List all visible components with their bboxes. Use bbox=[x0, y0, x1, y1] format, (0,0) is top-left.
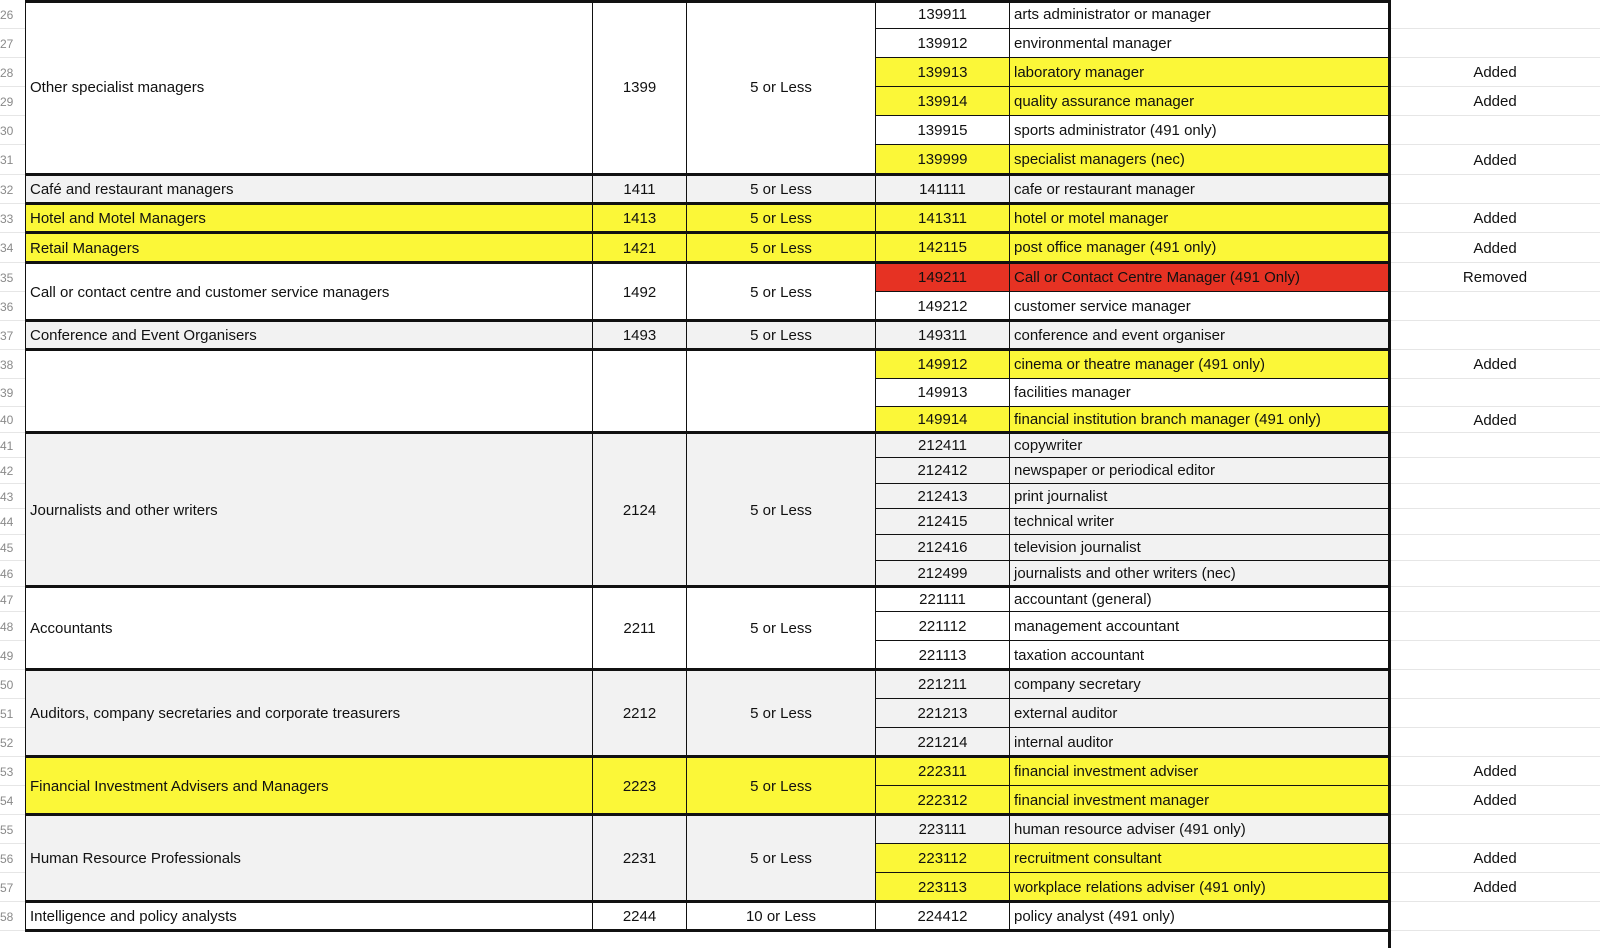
gridline bbox=[0, 232, 25, 233]
gridline bbox=[0, 640, 25, 641]
gridline bbox=[0, 901, 25, 902]
group-code-cell[interactable]: 2231 bbox=[592, 815, 686, 902]
status-cell[interactable] bbox=[1390, 902, 1600, 931]
occupation-title-cell[interactable]: quality assurance manager bbox=[1010, 87, 1390, 116]
occupation-code-cell[interactable]: 139911 bbox=[875, 0, 1010, 29]
gridline bbox=[1390, 378, 1600, 379]
group-name-cell[interactable]: Journalists and other writers bbox=[25, 433, 592, 587]
occupation-title-cell[interactable]: hotel or motel manager bbox=[1010, 204, 1390, 233]
group-name-cell[interactable]: Conference and Event Organisers bbox=[25, 321, 592, 350]
group-name-cell[interactable] bbox=[25, 350, 592, 433]
group-code-cell[interactable]: 2212 bbox=[592, 670, 686, 757]
occupation-title-cell[interactable]: arts administrator or manager bbox=[1010, 0, 1390, 29]
group-code-cell[interactable]: 2244 bbox=[592, 902, 686, 931]
occupation-title-cell[interactable]: financial investment adviser bbox=[1010, 757, 1390, 786]
status-cell[interactable] bbox=[1390, 484, 1600, 509]
row-number: 38 bbox=[0, 357, 14, 372]
status-cell[interactable] bbox=[1390, 641, 1600, 670]
row-number: 34 bbox=[0, 241, 14, 255]
status-cell[interactable]: Added bbox=[1473, 93, 1517, 110]
gridline bbox=[1390, 232, 1600, 233]
group-name-cell[interactable]: Accountants bbox=[25, 587, 592, 670]
gridline bbox=[1390, 640, 1600, 641]
gridline bbox=[1390, 534, 1600, 535]
gridline bbox=[0, 174, 25, 175]
gridline bbox=[1390, 586, 1600, 587]
gridline bbox=[1390, 349, 1600, 350]
group-border bbox=[25, 668, 1390, 671]
occupation-code-cell[interactable]: 223111 bbox=[875, 815, 1010, 844]
occupation-title-cell[interactable]: recruitment consultant bbox=[1010, 844, 1390, 873]
gridline bbox=[0, 586, 25, 587]
group-threshold-cell[interactable]: 5 or Less bbox=[686, 587, 875, 670]
row-number: 29 bbox=[0, 94, 14, 109]
gridline bbox=[1390, 669, 1600, 670]
row-number: 57 bbox=[0, 880, 14, 895]
gridline bbox=[1390, 432, 1600, 433]
group-threshold-cell[interactable]: 5 or Less bbox=[686, 204, 875, 233]
occupation-title-cell[interactable]: post office manager (491 only) bbox=[1010, 233, 1390, 263]
gridline bbox=[1390, 115, 1600, 116]
group-code-cell[interactable]: 1399 bbox=[592, 0, 686, 175]
group-threshold-cell[interactable]: 5 or Less bbox=[686, 0, 875, 175]
occupation-code-cell[interactable]: 221213 bbox=[875, 699, 1010, 728]
status-cell[interactable]: Added bbox=[1473, 239, 1517, 257]
row-number: 49 bbox=[0, 648, 14, 663]
occupation-title-cell[interactable]: company secretary bbox=[1010, 670, 1390, 699]
group-threshold-cell[interactable]: 5 or Less bbox=[686, 233, 875, 263]
occupation-title-cell[interactable]: conference and event organiser bbox=[1010, 321, 1390, 350]
group-threshold-cell[interactable]: 5 or Less bbox=[686, 757, 875, 815]
group-border bbox=[25, 431, 1390, 434]
gridline bbox=[1390, 872, 1600, 873]
status-cell[interactable] bbox=[1390, 670, 1600, 699]
status-cell[interactable]: Added bbox=[1473, 64, 1517, 81]
group-border bbox=[25, 231, 1390, 234]
gridline bbox=[0, 86, 25, 87]
gridline bbox=[0, 560, 25, 561]
status-cell[interactable] bbox=[1390, 458, 1600, 484]
row-number: 54 bbox=[0, 793, 14, 808]
occupation-code-cell[interactable]: 212412 bbox=[875, 458, 1010, 484]
occupation-code-cell[interactable]: 141311 bbox=[875, 204, 1010, 233]
occupation-code-cell[interactable]: 222312 bbox=[875, 786, 1010, 815]
gridline bbox=[1390, 203, 1600, 204]
row-number: 40 bbox=[0, 413, 14, 427]
gridline bbox=[1390, 901, 1600, 902]
occupation-title-cell[interactable]: technical writer bbox=[1010, 509, 1390, 535]
status-cell[interactable] bbox=[1390, 175, 1600, 204]
occupation-code-cell[interactable]: 223113 bbox=[875, 873, 1010, 902]
gridline bbox=[0, 698, 25, 699]
group-name-cell[interactable]: Financial Investment Advisers and Managers bbox=[25, 757, 592, 815]
group-border bbox=[25, 261, 1390, 264]
status-cell[interactable]: Added bbox=[1473, 879, 1517, 896]
group-code-cell[interactable] bbox=[592, 350, 686, 433]
gridline bbox=[1390, 814, 1600, 815]
gridline bbox=[0, 814, 25, 815]
occupation-title-cell[interactable]: laboratory manager bbox=[1010, 58, 1390, 87]
right-border bbox=[1388, 0, 1391, 948]
gridline bbox=[0, 727, 25, 728]
row-number: 39 bbox=[0, 386, 14, 400]
gridline bbox=[1390, 483, 1600, 484]
status-cell[interactable]: Added bbox=[1473, 151, 1517, 169]
occupation-code-cell[interactable]: 223112 bbox=[875, 844, 1010, 873]
occupation-title-cell[interactable]: taxation accountant bbox=[1010, 641, 1390, 670]
gridline bbox=[1390, 57, 1600, 58]
occupation-title-cell[interactable]: newspaper or periodical editor bbox=[1010, 458, 1390, 484]
occupation-code-cell[interactable]: 221112 bbox=[875, 612, 1010, 641]
gridline bbox=[1390, 320, 1600, 321]
occupation-title-cell[interactable]: cafe or restaurant manager bbox=[1010, 175, 1390, 204]
occupation-code-cell[interactable]: 141111 bbox=[875, 175, 1010, 204]
gridline bbox=[0, 57, 25, 58]
group-name-cell[interactable]: Hotel and Motel Managers bbox=[25, 204, 592, 233]
row-number: 53 bbox=[0, 764, 14, 779]
occupation-title-cell[interactable]: television journalist bbox=[1010, 535, 1390, 561]
occupation-code-cell[interactable]: 221211 bbox=[875, 670, 1010, 699]
occupation-title-cell[interactable]: cinema or theatre manager (491 only) bbox=[1010, 350, 1390, 379]
status-cell[interactable] bbox=[1390, 535, 1600, 561]
group-code-cell[interactable]: 2223 bbox=[592, 757, 686, 815]
gridline bbox=[0, 432, 25, 433]
occupation-title-cell[interactable]: financial investment manager bbox=[1010, 786, 1390, 815]
occupation-code-cell[interactable]: 224412 bbox=[875, 902, 1010, 931]
group-code-cell[interactable]: 1421 bbox=[592, 233, 686, 263]
occupation-code-cell[interactable]: 212416 bbox=[875, 535, 1010, 561]
occupation-title-cell[interactable]: management accountant bbox=[1010, 612, 1390, 641]
gridline bbox=[0, 320, 25, 321]
occupation-code-cell[interactable]: 149211 bbox=[875, 263, 1010, 292]
row-number: 56 bbox=[0, 851, 14, 866]
group-threshold-cell[interactable]: 5 or Less bbox=[686, 670, 875, 757]
row-number: 31 bbox=[0, 153, 14, 167]
occupation-title-cell[interactable]: specialist managers (nec) bbox=[1010, 145, 1390, 175]
group-border bbox=[25, 319, 1390, 322]
status-cell[interactable] bbox=[1390, 292, 1600, 321]
status-cell[interactable]: Added bbox=[1473, 356, 1517, 373]
gridline bbox=[1390, 28, 1600, 29]
gridline bbox=[1390, 144, 1600, 145]
status-cell[interactable] bbox=[1390, 815, 1600, 844]
occupation-title-cell[interactable]: policy analyst (491 only) bbox=[1010, 902, 1390, 931]
group-name-cell[interactable]: Auditors, company secretaries and corporate treasurers bbox=[25, 670, 592, 757]
group-name-cell[interactable]: Retail Managers bbox=[25, 233, 592, 263]
occupation-code-cell[interactable]: 212499 bbox=[875, 561, 1010, 587]
status-cell[interactable] bbox=[1390, 728, 1600, 757]
occupation-title-cell[interactable]: workplace relations adviser (491 only) bbox=[1010, 873, 1390, 902]
gridline bbox=[1390, 406, 1600, 407]
occupation-title-cell[interactable]: accountant (general) bbox=[1010, 587, 1390, 612]
group-border bbox=[25, 900, 1390, 903]
group-name-cell[interactable]: Intelligence and policy analysts bbox=[25, 902, 592, 931]
group-threshold-cell[interactable]: 5 or Less bbox=[686, 433, 875, 587]
occupation-code-cell[interactable]: 149913 bbox=[875, 379, 1010, 407]
occupation-title-cell[interactable]: sports administrator (491 only) bbox=[1010, 116, 1390, 145]
status-cell[interactable]: Added bbox=[1473, 210, 1517, 227]
gridline bbox=[0, 785, 25, 786]
group-threshold-cell[interactable]: 10 or Less bbox=[686, 902, 875, 931]
status-cell[interactable] bbox=[1390, 587, 1600, 612]
occupation-title-cell[interactable]: Call or Contact Centre Manager (491 Only) bbox=[1010, 263, 1390, 292]
row-number: 42 bbox=[0, 464, 14, 478]
row-number: 28 bbox=[0, 65, 14, 80]
occupation-code-cell[interactable]: 149212 bbox=[875, 292, 1010, 321]
group-border bbox=[25, 813, 1390, 816]
status-cell[interactable] bbox=[1390, 321, 1600, 350]
status-cell[interactable]: Added bbox=[1473, 763, 1517, 780]
gridline bbox=[1390, 174, 1600, 175]
gridline bbox=[0, 144, 25, 145]
group-code-cell[interactable]: 1411 bbox=[592, 175, 686, 204]
gridline bbox=[0, 534, 25, 535]
gridline bbox=[1390, 785, 1600, 786]
gridline bbox=[0, 262, 25, 263]
occupation-code-cell[interactable]: 212413 bbox=[875, 484, 1010, 509]
group-code-cell[interactable]: 1492 bbox=[592, 263, 686, 321]
row-number: 48 bbox=[0, 619, 14, 634]
row-number: 35 bbox=[0, 270, 14, 285]
status-cell[interactable]: Added bbox=[1473, 850, 1517, 867]
occupation-code-cell[interactable]: 222311 bbox=[875, 757, 1010, 786]
row-number: 26 bbox=[0, 7, 14, 22]
group-name-cell[interactable]: Call or contact centre and customer service managers bbox=[25, 263, 592, 321]
gridline bbox=[0, 508, 25, 509]
gridline bbox=[0, 28, 25, 29]
row-number: 47 bbox=[0, 592, 14, 607]
gridline bbox=[0, 457, 25, 458]
gridline bbox=[1390, 611, 1600, 612]
row-number: 27 bbox=[0, 36, 14, 51]
group-code-cell[interactable]: 2124 bbox=[592, 433, 686, 587]
row-number: 41 bbox=[0, 438, 14, 453]
gridline bbox=[0, 843, 25, 844]
gridline bbox=[0, 756, 25, 757]
gridline bbox=[0, 406, 25, 407]
gridline bbox=[0, 203, 25, 204]
occupation-title-cell[interactable]: print journalist bbox=[1010, 484, 1390, 509]
group-border bbox=[25, 202, 1390, 205]
row-number: 32 bbox=[0, 182, 14, 197]
occupation-code-cell[interactable]: 221113 bbox=[875, 641, 1010, 670]
occupation-code-cell[interactable]: 149912 bbox=[875, 350, 1010, 379]
row-number: 37 bbox=[0, 328, 14, 343]
group-border bbox=[25, 585, 1390, 588]
row-number: 44 bbox=[0, 515, 14, 529]
status-cell[interactable] bbox=[1390, 116, 1600, 145]
status-cell[interactable] bbox=[1390, 561, 1600, 587]
gridline bbox=[0, 291, 25, 292]
gridline bbox=[0, 115, 25, 116]
row-number: 45 bbox=[0, 541, 14, 555]
gridline bbox=[0, 483, 25, 484]
gridline bbox=[0, 930, 25, 931]
row-number: 33 bbox=[0, 211, 14, 226]
row-number: 36 bbox=[0, 299, 14, 314]
gridline bbox=[0, 349, 25, 350]
gridline bbox=[0, 872, 25, 873]
gridline bbox=[1390, 930, 1600, 931]
row-number: 43 bbox=[0, 489, 14, 504]
occupation-code-cell[interactable]: 142115 bbox=[875, 233, 1010, 263]
gridline bbox=[1390, 508, 1600, 509]
group-code-cell[interactable]: 1493 bbox=[592, 321, 686, 350]
occupation-code-cell[interactable]: 221111 bbox=[875, 587, 1010, 612]
status-cell[interactable]: Removed bbox=[1462, 269, 1528, 286]
occupation-title-cell[interactable]: human resource adviser (491 only) bbox=[1010, 815, 1390, 844]
status-cell[interactable] bbox=[1390, 0, 1600, 29]
group-threshold-cell[interactable]: 5 or Less bbox=[686, 175, 875, 204]
row-number: 50 bbox=[0, 677, 14, 692]
occupation-title-cell[interactable]: external auditor bbox=[1010, 699, 1390, 728]
row-number: 30 bbox=[0, 123, 14, 138]
gridline bbox=[1390, 756, 1600, 757]
occupation-code-cell[interactable]: 212411 bbox=[875, 433, 1010, 458]
occupation-code-cell[interactable]: 149311 bbox=[875, 321, 1010, 350]
status-cell[interactable] bbox=[1390, 699, 1600, 728]
row-number: 51 bbox=[0, 706, 14, 721]
gridline bbox=[1390, 86, 1600, 87]
group-threshold-cell[interactable]: 5 or Less bbox=[686, 263, 875, 321]
top-border bbox=[25, 0, 1390, 3]
occupation-code-cell[interactable]: 221214 bbox=[875, 728, 1010, 757]
occupation-code-cell[interactable]: 139914 bbox=[875, 87, 1010, 116]
gridline bbox=[0, 378, 25, 379]
gridline bbox=[1390, 560, 1600, 561]
gridline bbox=[1390, 457, 1600, 458]
row-number: 52 bbox=[0, 735, 14, 750]
occupation-title-cell[interactable]: journalists and other writers (nec) bbox=[1010, 561, 1390, 587]
status-cell[interactable] bbox=[1390, 379, 1600, 407]
occupation-code-cell[interactable]: 139915 bbox=[875, 116, 1010, 145]
group-code-cell[interactable]: 2211 bbox=[592, 587, 686, 670]
group-name-cell[interactable]: Human Resource Professionals bbox=[25, 815, 592, 902]
group-code-cell[interactable]: 1413 bbox=[592, 204, 686, 233]
group-name-cell[interactable]: Other specialist managers bbox=[25, 0, 592, 175]
occupation-code-cell[interactable]: 139913 bbox=[875, 58, 1010, 87]
occupation-title-cell[interactable]: facilities manager bbox=[1010, 379, 1390, 407]
gridline bbox=[1390, 843, 1600, 844]
group-name-cell[interactable]: Café and restaurant managers bbox=[25, 175, 592, 204]
gridline bbox=[1390, 262, 1600, 263]
status-cell[interactable]: Added bbox=[1473, 411, 1517, 429]
status-cell[interactable] bbox=[1390, 509, 1600, 535]
occupation-code-cell[interactable]: 139999 bbox=[875, 145, 1010, 175]
gridline bbox=[1390, 727, 1600, 728]
occupation-code-cell[interactable]: 149914 bbox=[875, 407, 1010, 433]
row-number: 55 bbox=[0, 822, 14, 837]
occupation-code-cell[interactable]: 139912 bbox=[875, 29, 1010, 58]
row-number: 58 bbox=[0, 909, 14, 924]
group-border bbox=[25, 929, 1390, 932]
occupation-title-cell[interactable]: environmental manager bbox=[1010, 29, 1390, 58]
status-cell[interactable] bbox=[1390, 612, 1600, 641]
group-threshold-cell[interactable] bbox=[686, 350, 875, 433]
status-cell[interactable]: Added bbox=[1473, 792, 1517, 809]
status-cell[interactable] bbox=[1390, 433, 1600, 458]
occupation-title-cell[interactable]: internal auditor bbox=[1010, 728, 1390, 757]
occupation-title-cell[interactable]: customer service manager bbox=[1010, 292, 1390, 321]
row-number: 46 bbox=[0, 567, 14, 581]
occupation-code-cell[interactable]: 212415 bbox=[875, 509, 1010, 535]
gridline bbox=[1390, 291, 1600, 292]
group-border bbox=[25, 348, 1390, 351]
group-border bbox=[25, 173, 1390, 176]
occupation-title-cell[interactable]: copywriter bbox=[1010, 433, 1390, 458]
group-threshold-cell[interactable]: 5 or Less bbox=[686, 321, 875, 350]
gridline bbox=[0, 669, 25, 670]
status-cell[interactable] bbox=[1390, 29, 1600, 58]
gridline bbox=[1390, 698, 1600, 699]
group-threshold-cell[interactable]: 5 or Less bbox=[686, 815, 875, 902]
gridline bbox=[0, 611, 25, 612]
group-border bbox=[25, 755, 1390, 758]
occupation-title-cell[interactable]: financial institution branch manager (491 only) bbox=[1010, 407, 1390, 433]
